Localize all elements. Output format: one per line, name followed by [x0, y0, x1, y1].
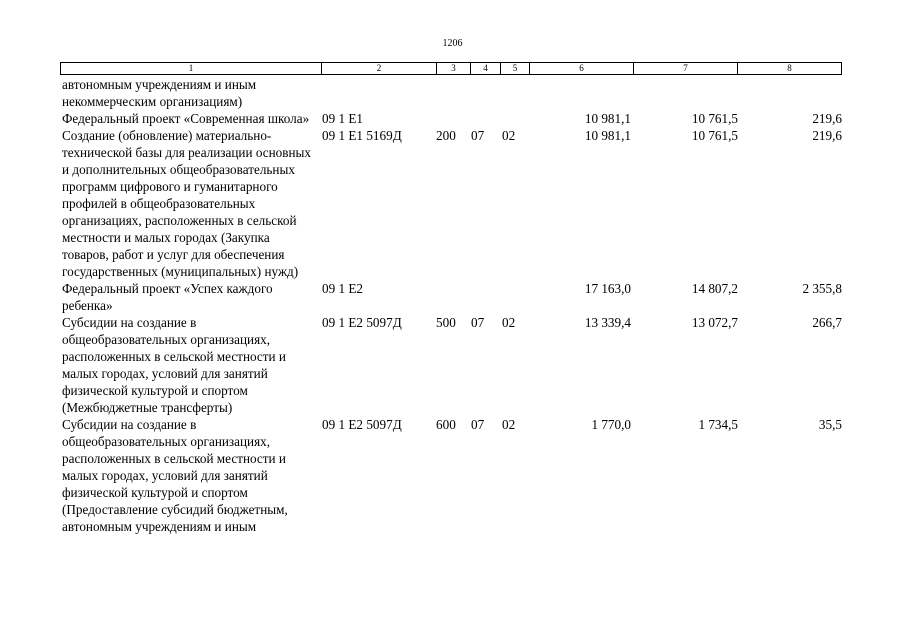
- row-vr: 200: [436, 128, 456, 143]
- row-value-7: 10 761,5: [691, 128, 738, 143]
- row-code: 09 1 E2 5097Д: [322, 417, 402, 432]
- row-code: 09 1 E2 5097Д: [322, 315, 402, 330]
- header-col-5: 5: [501, 63, 530, 74]
- row-name: Субсидии на создание в общеобразовательных организациях, расположенных в сельской местности и малых городах, условий для занятий физической культурой и спортом (Межбюджетные трансферты): [62, 315, 286, 415]
- table-row: [60, 280, 842, 314]
- row-value-6: 13 339,4: [584, 315, 631, 330]
- table-row: [60, 314, 842, 416]
- row-value-6: 17 163,0: [584, 281, 631, 296]
- row-value-8: 35,5: [818, 417, 842, 432]
- row-value-6: 10 981,1: [584, 111, 631, 126]
- header-col-4: 4: [471, 63, 501, 74]
- row-vr: 600: [436, 417, 456, 432]
- header-col-8: 8: [787, 63, 792, 73]
- row-name: Субсидии на создание в общеобразовательных организациях, расположенных в сельской местности и малых городах, условий для занятий физической культурой и спортом (Предоставление субсидий бюджетным, автономным учреждениям и иным: [62, 417, 288, 534]
- row-value-8: 219,6: [812, 128, 842, 143]
- header-col-2: 2: [322, 63, 437, 74]
- row-code: 09 1 E1: [322, 111, 364, 126]
- header-col-3: 3: [437, 63, 471, 74]
- row-value-7: 13 072,7: [691, 315, 738, 330]
- row-value-8: 266,7: [812, 315, 842, 330]
- table-row: [60, 76, 842, 110]
- table-body: [60, 76, 842, 535]
- table-row: [60, 127, 842, 280]
- row-code: 09 1 E2: [322, 281, 364, 296]
- row-value-8: 219,6: [812, 111, 842, 126]
- row-name: автономным учреждениям и иным некоммерческим организациям): [62, 77, 257, 109]
- table-row: [60, 110, 842, 127]
- page-number: 1206: [442, 38, 463, 49]
- row-rz: 07: [471, 417, 485, 432]
- row-value-6: 10 981,1: [584, 128, 631, 143]
- header-col-6: 6: [530, 63, 634, 74]
- row-name: Федеральный проект «Современная школа»: [62, 111, 310, 126]
- table-header: [60, 62, 842, 75]
- row-pr: 02: [502, 417, 516, 432]
- row-pr: 02: [502, 128, 516, 143]
- row-name: Создание (обновление) материально-технической базы для реализации основных и дополнительных общеобразовательных программ цифрового и гуманитарного профилей в общеобразовательных организациях, расположенных в сельской местности и малых городах (Закупка товаров, работ и услуг для обеспечения государственных (муниципальных) нужд): [62, 128, 311, 279]
- row-code: 09 1 E1 5169Д: [322, 128, 402, 143]
- row-value-7: 1 734,5: [698, 417, 738, 432]
- row-name: Федеральный проект «Успех каждого ребенка»: [62, 281, 273, 313]
- row-rz: 07: [471, 128, 485, 143]
- header-col-7: 7: [634, 63, 738, 74]
- header-col-1: 1: [61, 63, 322, 74]
- row-pr: 02: [502, 315, 516, 330]
- row-value-7: 14 807,2: [691, 281, 738, 296]
- row-vr: 500: [436, 315, 456, 330]
- row-value-6: 1 770,0: [591, 417, 631, 432]
- row-value-8: 2 355,8: [802, 281, 842, 296]
- row-value-7: 10 761,5: [691, 111, 738, 126]
- row-rz: 07: [471, 315, 485, 330]
- table-row: [60, 416, 842, 535]
